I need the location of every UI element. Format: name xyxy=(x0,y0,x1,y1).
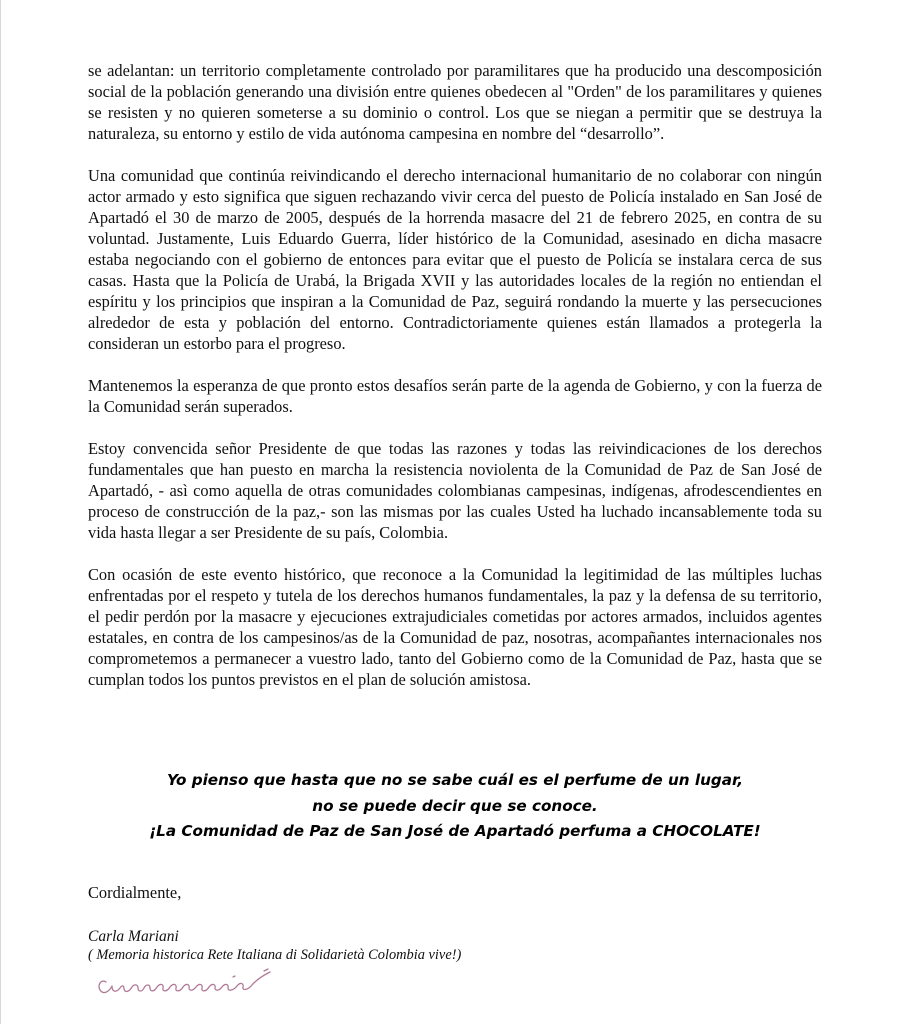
paragraph-4: Estoy convencida señor Presidente de que todas las razones y todas las reivindicaciones de los derechos fundamentales que han puesto en marcha la resistencia noviolenta de la Comunidad de Paz de San José de Apartadó, - asì como aquella de otras comunidades colombianas campesinas, indígenas, afrodescendientes en proceso de construcción de la paz,- son las mismas por las cuales Usted ha luchado incansablemente toda su vida hasta llegar a ser Presidente de su país, Colombia. xyxy=(88,439,822,542)
paragraph-5: Con ocasión de este evento histórico, que reconoce a la Comunidad la legitimidad de las múltiples luchas enfrentadas por el respeto y tutela de los derechos humanos fundamentales, la paz y la defensa de su territorio, el pedir perdón por la masacre y ejecuciones extrajudiciales cometidas por actores armados, incluidos agentes estatales, en contra de los campesinos/as de la Comunidad de paz, nosotras, acompañantes internacionales nos comprometemos a permanecer a vuestro lado, tanto del Gobierno como de la Comunidad de Paz, hasta que se cumplan todos los puntos previstos en el plan de solución amistosa. xyxy=(88,565,822,689)
letter-body xyxy=(88,60,822,711)
signer-name: Carla Mariani xyxy=(88,928,179,945)
quote-line-2: no se puede decir que se conoce. xyxy=(312,796,598,815)
signer-organization: ( Memoria historica Rete Italiana di Solidarietà Colombia vive!) xyxy=(88,947,462,963)
quote-line-1: Yo pienso que hasta que no se sabe cuál es el perfume de un lugar, xyxy=(166,771,744,789)
handwritten-signature xyxy=(94,966,284,1002)
paragraph-3: Mantenemos la esperanza de que pronto estos desafíos serán parte de la agenda de Gobierno, y con la fuerza de la Comunidad serán superados. xyxy=(88,376,822,416)
quote-line-3: ¡La Comunidad de Paz de San José de Apartadó perfuma a CHOCOLATE! xyxy=(149,822,761,840)
paragraph-1: se adelantan: un territorio completamente controlado por paramilitares que ha producido una descomposición social de la población generando una división entre quienes obedecen al "Orden" de los paramilitares y quienes se resisten y no quieren someterse a su dominio o control. Los que se niegan a permitir que se destruya la naturaleza, su entorno y estilo de vida autónoma campesina en nombre del “desarrollo”. xyxy=(88,61,822,143)
page-edge-divider xyxy=(0,0,1,1024)
closing-salutation: Cordialmente, xyxy=(88,883,182,902)
highlighted-quote xyxy=(88,768,822,845)
paragraph-2: Una comunidad que continúa reivindicando el derecho internacional humanitario de no colaborar con ningún actor armado y esto significa que siguen rechazando vivir cerca del puesto de Policía instalado en San José de Apartadó el 30 de marzo de 2005, después de la horrenda masacre del 21 de febrero 2025, en contra de su voluntad. Justamente, Luis Eduardo Guerra, líder histórico de la Comunidad, asesinado en dicha masacre estaba negociando con el gobierno de entonces para evitar que el puesto de Policía se instalara cerca de sus casas. Hasta que la Policía de Urabá, la Brigada XVII y las autoridades locales de la región no entiendan el espíritu y los principios que inspiran a la Comunidad de Paz, seguirá rondando la muerte y las persecuciones alrededor de esta y población del entorno. Contradictoriamente quienes están llamados a protegerla la consideran un estorbo para el progreso. xyxy=(88,166,822,353)
